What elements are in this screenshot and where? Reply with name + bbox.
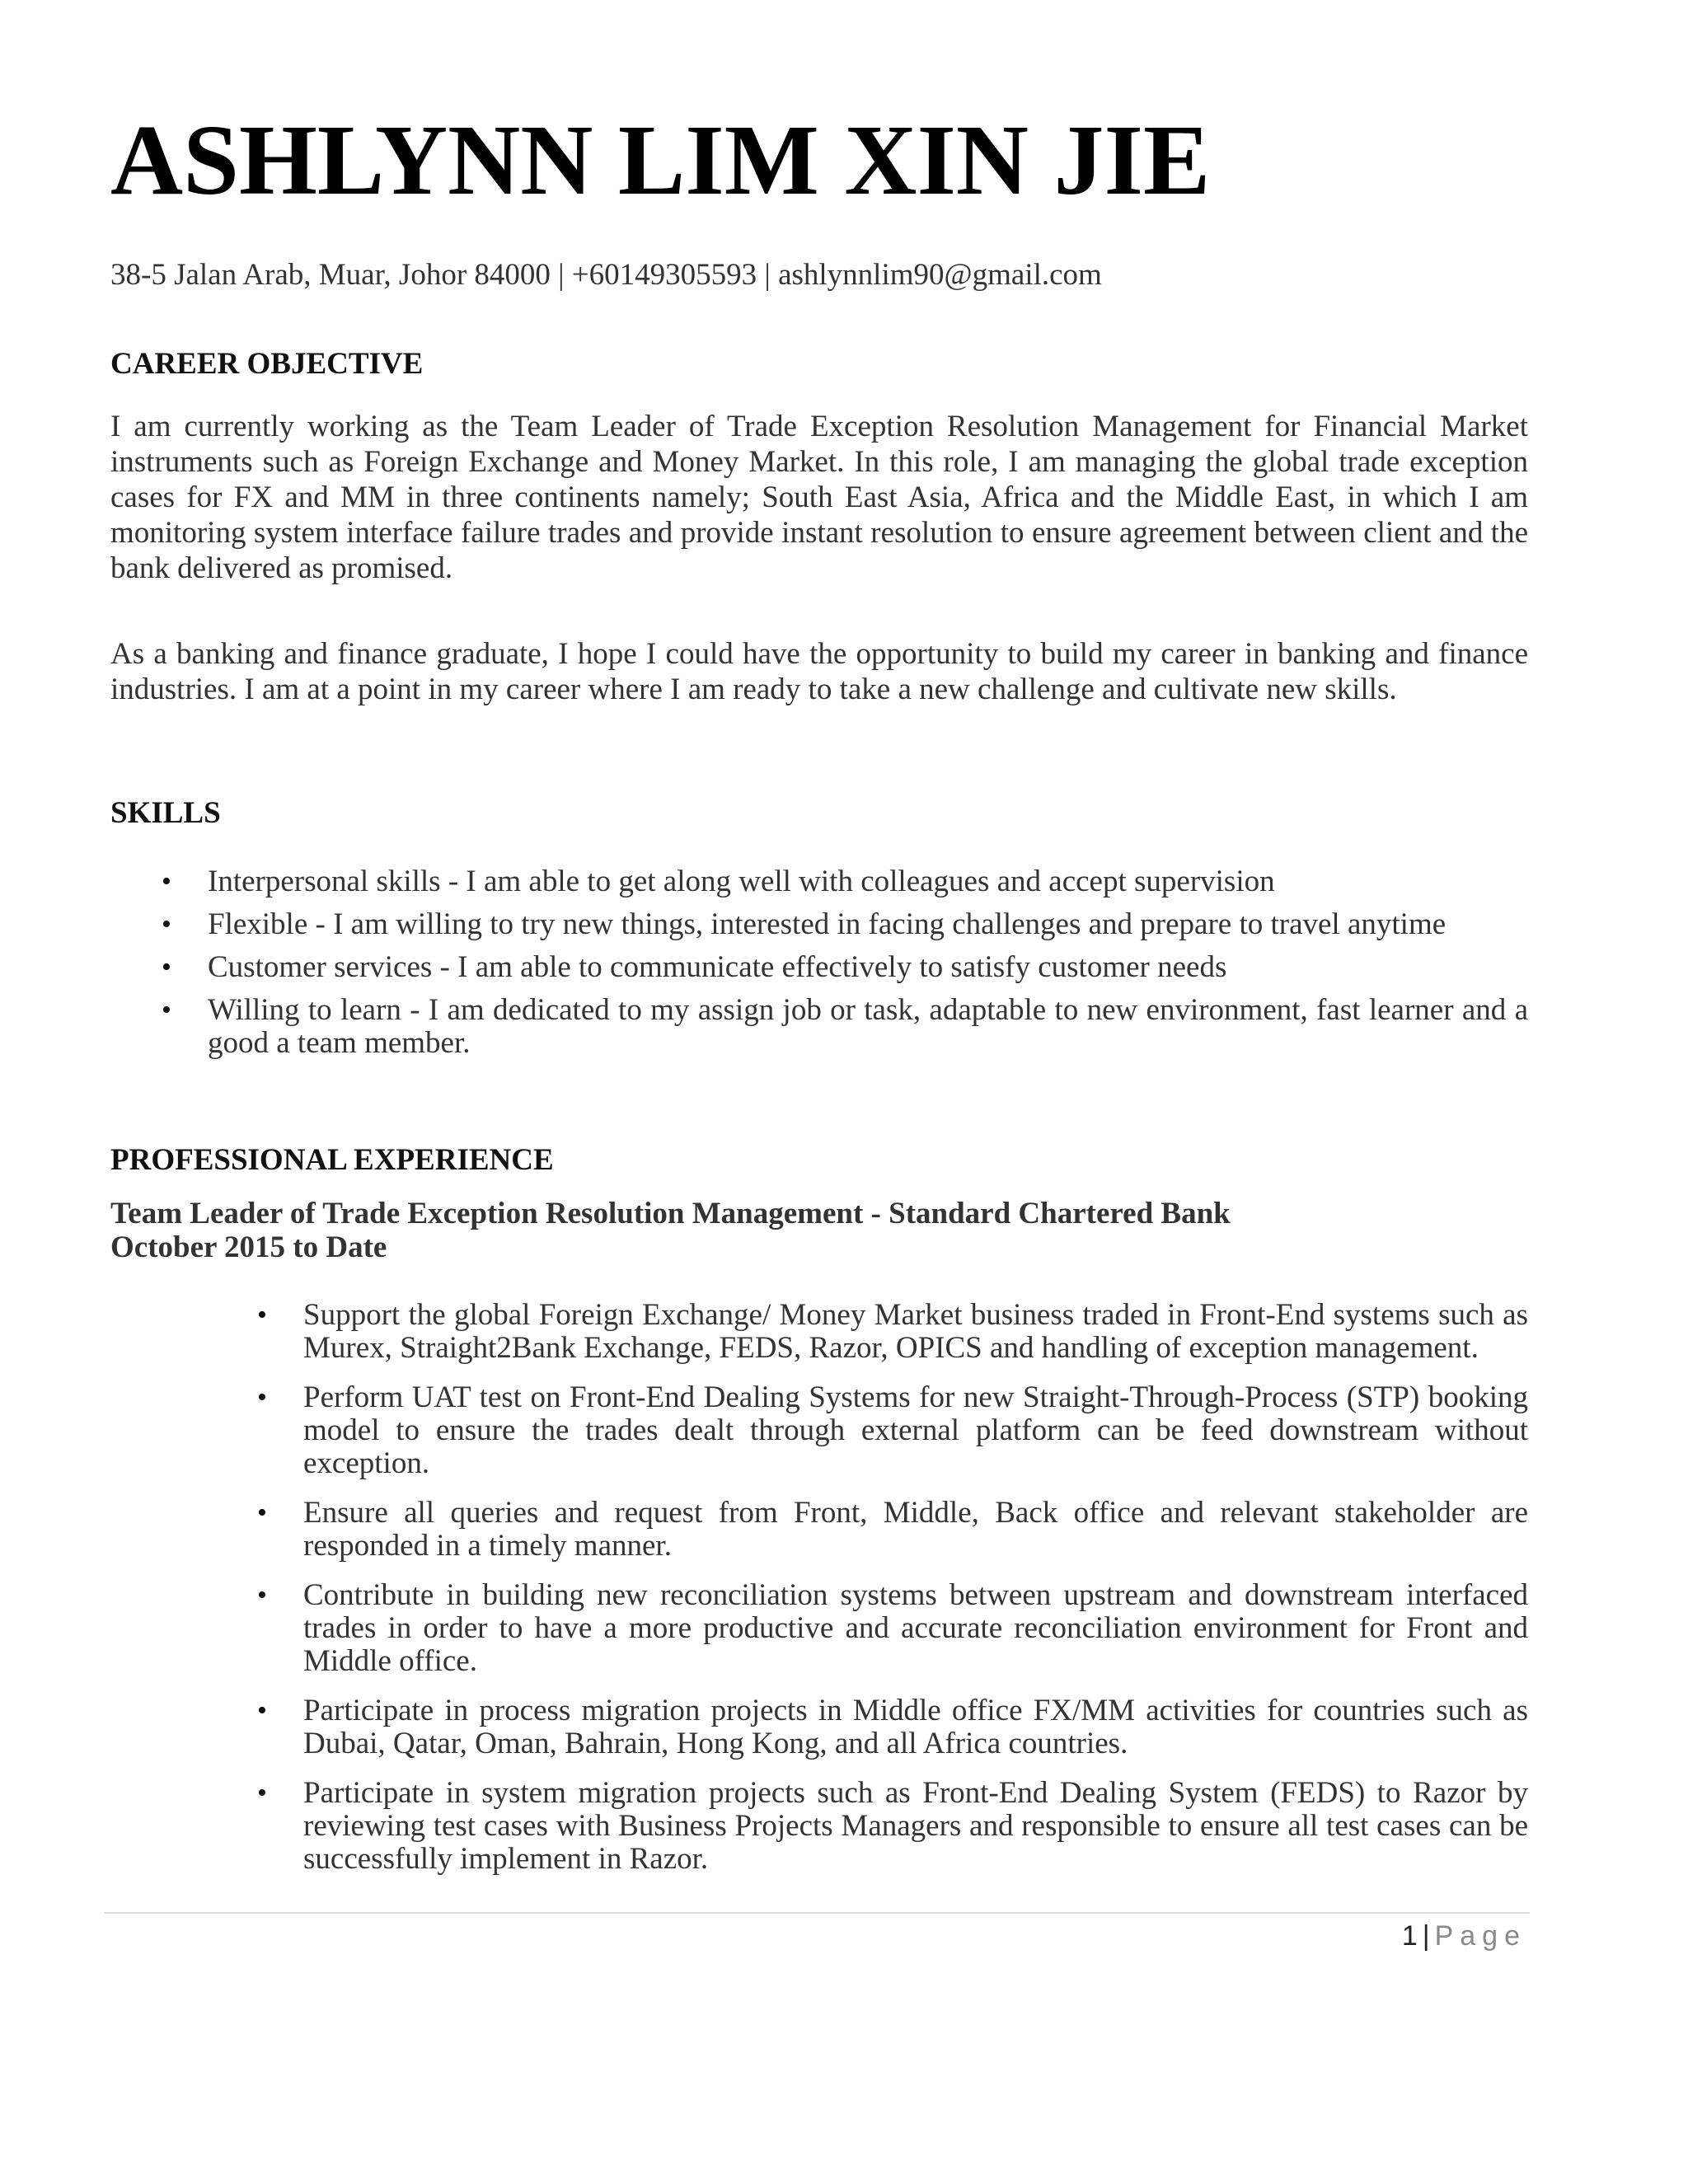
experience-list [206, 1299, 1528, 1892]
skill-item: • Willing to learn - I am dedicated to my assign job or task, adaptable to new environment, fast learner and a good a team member. [110, 994, 1528, 1060]
experience-item: • Ensure all queries and request from Front, Middle, Back office and relevant stakeholder are responded in a timely manner. [206, 1497, 1528, 1563]
skill-item: • Interpersonal skills - I am able to get along well with colleagues and accept supervision [110, 865, 1528, 898]
career-objective-paragraph-1: I am currently working as the Team Leader of Trade Exception Resolution Management for Financial Market instruments such as Foreign Exchange and Money Market. In this role, I am managing the global trade exception cases for FX and MM in three continents namely; South East Asia, Africa and the Middle East, in which I am monitoring system interface failure trades and provide instant resolution to ensure agreement between client and the bank delivered as promised. [110, 410, 1528, 585]
professional-experience-heading: PROFESSIONAL EXPERIENCE [110, 1143, 554, 1177]
experience-item: • Perform UAT test on Front-End Dealing Systems for new Straight-Through-Process (STP) booking model to ensure the trades dealt through external platform can be feed downstream without exception. [206, 1381, 1528, 1480]
footer-divider [104, 1912, 1530, 1914]
contact-details: 38-5 Jalan Arab, Muar, Johor 84000 | +60149305593 | ashlynnlim90@gmail.com [110, 258, 1102, 292]
skills-heading: SKILLS [110, 796, 221, 830]
career-objective-heading: CAREER OBJECTIVE [110, 347, 424, 381]
candidate-name: ASHLYNN LIM XIN JIE [110, 105, 1211, 216]
page-number: 1 [1401, 1920, 1418, 1952]
job-title: Team Leader of Trade Exception Resolution Management - Standard Chartered Bank October 2015 to Date [110, 1197, 1231, 1264]
experience-item: • Contribute in building new reconciliation systems between upstream and downstream interfaced trades in order to have a more productive and accurate reconciliation environment for Front and Middle office. [206, 1579, 1528, 1678]
experience-item: • Participate in system migration projects such as Front-End Dealing System (FEDS) to Razor by reviewing test cases with Business Projects Managers and responsible to ensure all test cases can be successfully implement in Razor. [206, 1777, 1528, 1876]
experience-item: • Participate in process migration projects in Middle office FX/MM activities for countries such as Dubai, Qatar, Oman, Bahrain, Hong Kong, and all Africa countries. [206, 1694, 1528, 1760]
experience-item: • Support the global Foreign Exchange/ Money Market business traded in Front-End systems such as Murex, Straight2Bank Exchange, FEDS, Razor, OPICS and handling of exception management. [206, 1299, 1528, 1365]
skill-item: • Customer services - I am able to communicate effectively to satisfy customer needs [110, 951, 1528, 984]
skill-item: • Flexible - I am willing to try new things, interested in facing challenges and prepare to travel anytime [110, 908, 1528, 941]
page-separator: | [1422, 1920, 1430, 1952]
page-label: Page [1434, 1920, 1526, 1952]
page-number-footer [1402, 1920, 1526, 1952]
career-objective-paragraph-2: As a banking and finance graduate, I hope I could have the opportunity to build my career in banking and finance industries. I am at a point in my career where I am ready to take a new challenge and cultivate new skills. [110, 637, 1528, 706]
skills-list [110, 865, 1528, 1070]
